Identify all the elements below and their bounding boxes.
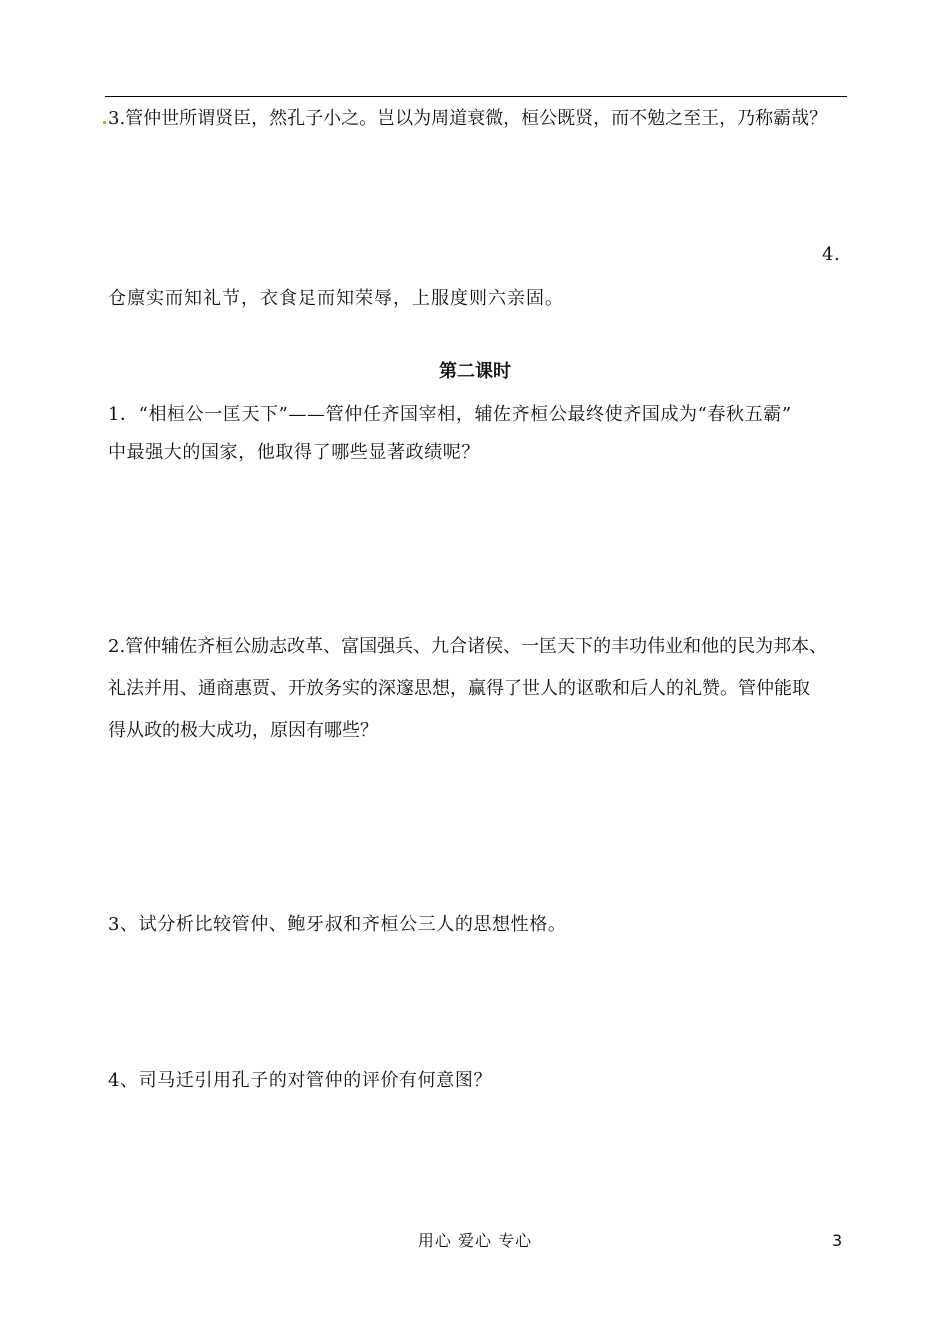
section2-question-1-line-2: 中最强大的国家，他取得了哪些显著政绩呢？ [108, 442, 480, 463]
footer-slogan: 用心 爱心 专心 [417, 1231, 533, 1250]
section2-question-1-line-1: 1．“相桓公一匡天下”——管仲任齐国宰相，辅佐齐桓公最终使齐国成为“春秋五霸” [108, 404, 792, 425]
section-title: 第二课时 [439, 361, 511, 382]
section2-question-4: 4、司马迁引用孔子的对管仲的评价有何意图？ [108, 1070, 493, 1091]
question-4-number: 4. [822, 244, 841, 265]
question-3-part1: 3.管仲世所谓贤臣，然孔子小之。岂以为周道衰微，桓公既贤，而不勉之至王，乃称霸哉？ [108, 108, 828, 129]
header-rule [105, 96, 847, 97]
page-number: 3 [832, 1231, 843, 1250]
question-4-text: 仓廪实而知礼节，衣食足而知荣辱，上服度则六亲固。 [108, 288, 564, 309]
section2-question-3: 3、试分析比较管仲、鲍牙叔和齐桓公三人的思想性格。 [108, 914, 567, 935]
text-marker [103, 121, 106, 124]
section2-question-2-line-2: 礼法并用、通商惠贾、开放务实的深邃思想，赢得了世人的讴歌和后人的礼赞。管仲能取 [108, 678, 810, 699]
section2-question-2-line-1: 2.管仲辅佐齐桓公励志改革、富国强兵、九合诸侯、一匡天下的丰功伟业和他的民为邦本、 [108, 636, 828, 657]
section2-question-2-line-3: 得从政的极大成功，原因有哪些？ [108, 720, 378, 741]
